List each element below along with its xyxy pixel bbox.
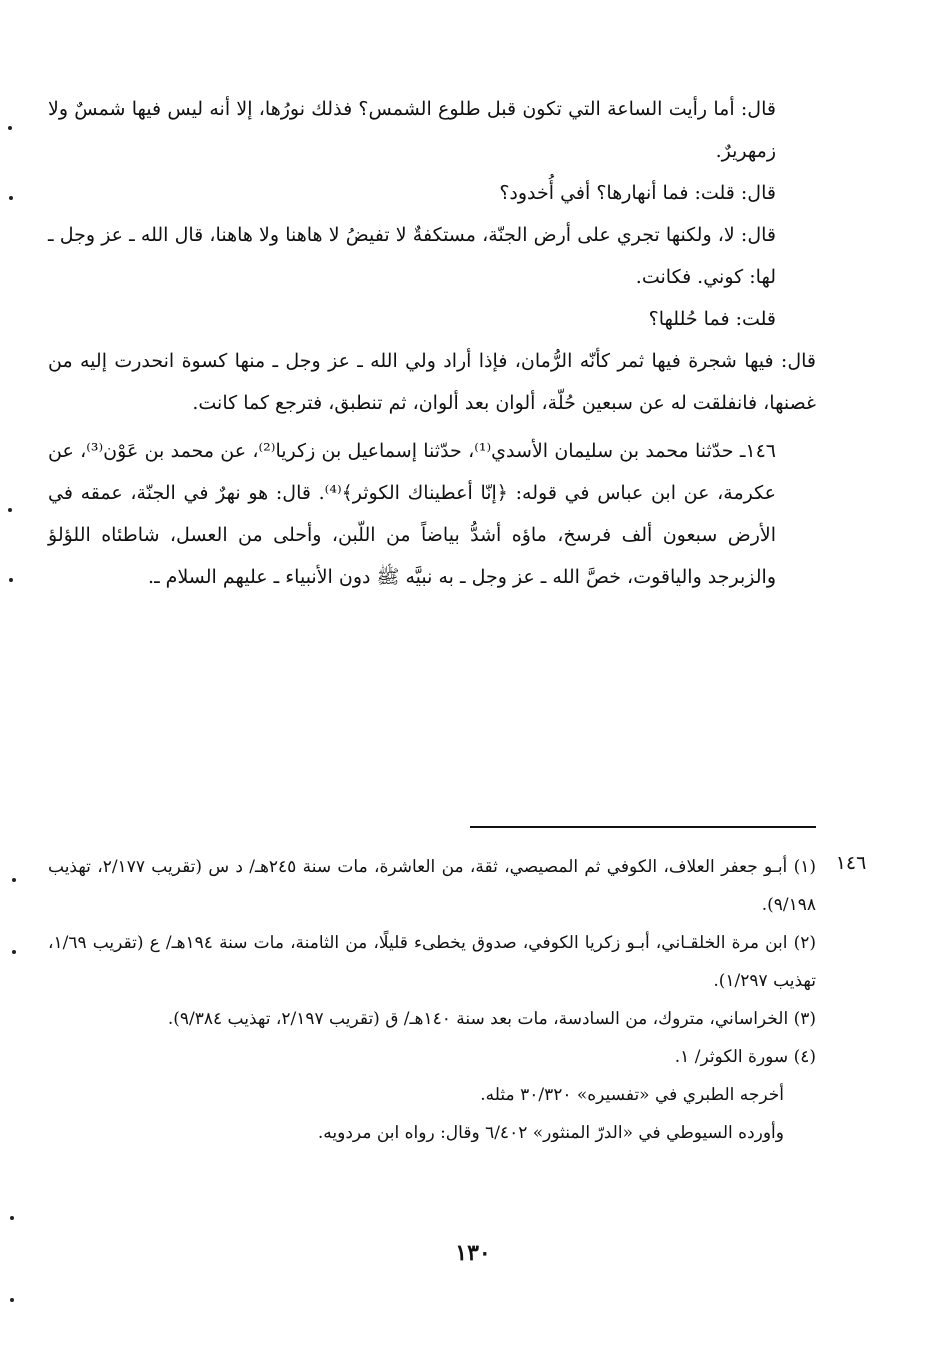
paragraph-garments-answer: قال: فيها شجرة فيها ثمر كأنّه الرُّمان، فإذا أراد ولي الله ـ عز وجل ـ منها كسوة انحدرت إليه من غصنها، فانفلقت له عن سبعين حُلّة، ألوان بعد ألوان، ثم تنطبق، فترجع كما كانت.: [48, 350, 816, 414]
paragraph-sun-light: قال: أما رأيت الساعة التي تكون قبل طلوع الشمس؟ فذلك نورُها، إلا أنه ليس فيها شمسٌ ولا زمهريرٌ.: [48, 98, 776, 162]
footnote-takhrij-suyuti: وأورده السيوطي في «الدرّ المنثور» ٦/٤٠٢ وقال: رواه ابن مردويه.: [317, 1123, 784, 1143]
footnote-2: (٢) ابن مرة الخلقـاني، أبـو زكريا الكوفي، صدوق يخطىء قليلًا، من الثامنة، مات سنة ١٩٤هـ/ ع (تقريب ١/٦٩، تهذيب ١/٢٩٧).: [48, 933, 816, 991]
scan-speck: [9, 196, 13, 200]
scan-speck: [10, 1216, 14, 1220]
scan-speck: [8, 508, 12, 512]
paragraph-rivers-answer: قال: لا، ولكنها تجري على أرض الجنّة، مستكفةٌ لا تفيضُ لا هاهنا ولا هاهنا، قال الله ـ عز وجل ـ لها: كوني. فكانت.: [48, 224, 776, 288]
footnote-3: (٣) الخراساني، متروك، من السادسة، مات بعد سنة ١٤٠هـ/ ق (تقريب ٢/١٩٧، تهذيب ٩/٣٨٤).: [167, 1009, 816, 1029]
margin-hadith-number: ١٤٦: [835, 852, 867, 874]
scan-speck: [10, 1298, 14, 1302]
main-text-block: [48, 88, 816, 598]
footnotes-block: [48, 848, 816, 1152]
footnote-divider: [470, 826, 816, 828]
paragraph-garments-question: قلت: فما حُللها؟: [648, 308, 776, 330]
scan-speck: [12, 950, 16, 954]
scan-speck: [12, 878, 16, 882]
footnote-4: (٤) سورة الكوثر/ ١.: [674, 1047, 816, 1067]
footnote-1: (١) أبـو جعفر العلاف، الكوفي ثم المصيصي، ثقة، من العاشرة، مات سنة ٢٤٥هـ/ د س (تقريب ٢/١٧٧، تهذيب ٩/١٩٨).: [48, 857, 816, 915]
scan-speck: [8, 126, 12, 130]
scan-speck: [9, 578, 13, 582]
footnote-takhrij-tabari: أخرجه الطبري في «تفسيره» ٣٠/٣٢٠ مثله.: [480, 1085, 784, 1105]
paragraph-rivers-question: قال: قلت: فما أنهارها؟ أفي أُخدود؟: [499, 182, 776, 204]
paragraph-hadith-146: ١٤٦ـ حدّثنا محمد بن سليمان الأسدي⁽¹⁾، حدّثنا إسماعيل بن زكريا⁽²⁾، عن محمد بن عَوْن⁽³⁾، عن عكرمة، عن ابن عباس في قوله: ﴿إنّا أعطيناك الكوثر﴾⁽⁴⁾. قال: هو نهرٌ في الجنّة، عمقه في الأرض سبعون ألف فرسخ، ماؤه أشدُّ بياضاً من اللّبن، وأحلى من العسل، شاطئاه اللؤلؤ والزبرجد والياقوت، خصَّ الله ـ عز وجل ـ به نبيَّه ﷺ دون الأنبياء ـ عليهم السلام ـ.: [48, 440, 777, 588]
page-number: ١٣٠: [455, 1240, 491, 1266]
